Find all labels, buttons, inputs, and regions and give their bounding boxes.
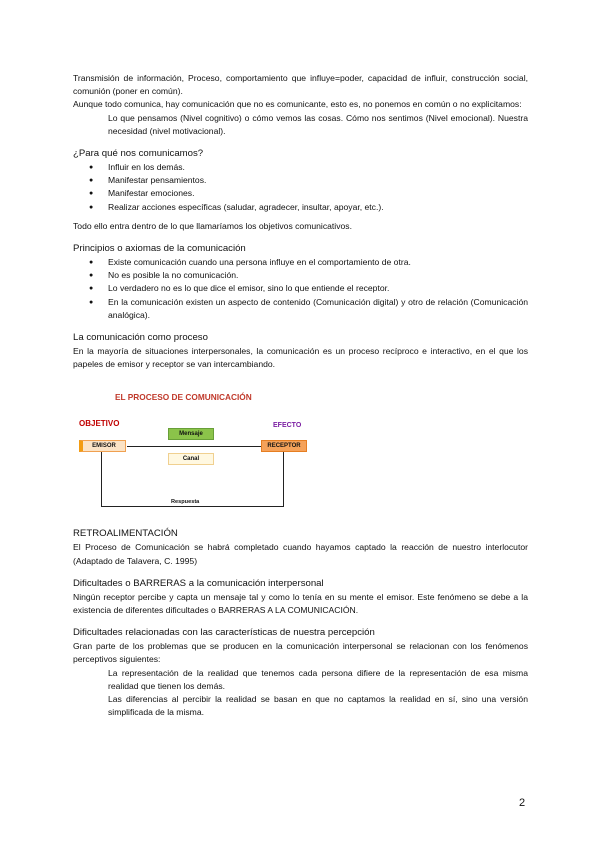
heading-proceso: La comunicación como proceso [73,332,208,344]
diagram-feedback-left [101,452,102,506]
diagram-connector-line [127,446,261,447]
page-number: 2 [519,797,526,809]
diagram-title: EL PROCESO DE COMUNICACIÓN [115,392,252,403]
diagram-feedback-right [283,452,284,507]
list-item: ● Influir en los demás. [73,161,528,174]
retroalimentacion-text: El Proceso de Comunicación se habrá completado cuando hayamos captado la reacción de nuestro interlocutor (Adaptado de Talavera, C. 1995) [73,542,528,566]
list-item: ● Realizar acciones específicas (saludar, agradecer, insultar, apoyar, etc.). [73,201,528,214]
heading-barreras: Dificultades o BARRERAS a la comunicación interpersonal [73,577,324,589]
intro-paragraph-3: Lo que pensamos (Nivel cognitivo) o cómo vemos las cosas. Cómo nos sentimos (Nivel emocional). Nuestra necesidad (nivel motivacional). [108,112,528,136]
intro-paragraph-2: Aunque todo comunica, hay comunicación que no es comunicante, esto es, no ponemos en común o no explicitamos: [73,99,522,110]
list-item: ● No es posible la no comunicación. [73,269,528,282]
diagram-mensaje-box: Mensaje [168,428,214,440]
list-principios [73,256,528,322]
objetivos-closing: Todo ello entra dentro de lo que llamaríamos los objetivos comunicativos. [73,220,352,231]
list-item: ● En la comunicación existen un aspecto de contenido (Comunicación digital) y otro de relación (Comunicación analógica). [73,296,528,322]
diagram-canal-box: Canal [168,453,214,465]
list-item: ● Manifestar pensamientos. [73,174,528,187]
diagram-emisor-box: EMISOR [79,440,126,452]
intro-paragraph-1: Transmisión de información, Proceso, comportamiento que influye=poder, capacidad de influir, construcción social, comunión (poner en común). [73,73,528,97]
proceso-text: En la mayoría de situaciones interpersonales, la comunicación es un proceso recíproco e interactivo, en el que los papeles de emisor y receptor se van intercambiando. [73,346,528,370]
percepcion-indent-2: Las diferencias al percibir la realidad se basan en que no captamos la realidad en sí, sino una versión simplificada de la misma. [108,694,528,718]
list-para-que [73,161,528,214]
heading-principios: Principios o axiomas de la comunicación [73,243,246,255]
list-item: ● Existe comunicación cuando una persona influye en el comportamiento de otra. [73,256,528,269]
barreras-text: Ningún receptor percibe y capta un mensaje tal y como lo tenía en su mente el emisor. Este fenómeno se debe a la existencia de diferentes dificultades o BARRERAS A LA COMUNICACIÓN. [73,591,528,616]
list-item: ● Lo verdadero no es lo que dice el emisor, sino lo que entiende el receptor. [73,282,528,295]
heading-percepcion: Dificultades relacionadas con las características de nuestra percepción [73,627,375,639]
communication-process-diagram [73,377,528,527]
diagram-receptor-box: RECEPTOR [261,440,307,452]
diagram-efecto-label: EFECTO [273,422,302,430]
percepcion-indent-1: La representación de la realidad que tenemos cada persona difiere de la representación de esa misma realidad que tienen los demás. [108,667,528,691]
list-item: ● Manifestar emociones. [73,187,528,200]
percepcion-text: Gran parte de los problemas que se producen en la comunicación interpersonal se relacionan con los fenómenos perceptivos siguientes: [73,641,528,665]
heading-para-que: ¿Para qué nos comunicamos? [73,148,204,160]
heading-retroalimentacion: RETROALIMENTACIÓN [73,528,178,540]
page-content [73,72,528,719]
diagram-respuesta-label: Respuesta [171,499,200,506]
diagram-objetivo-label: OBJETIVO [79,419,120,429]
